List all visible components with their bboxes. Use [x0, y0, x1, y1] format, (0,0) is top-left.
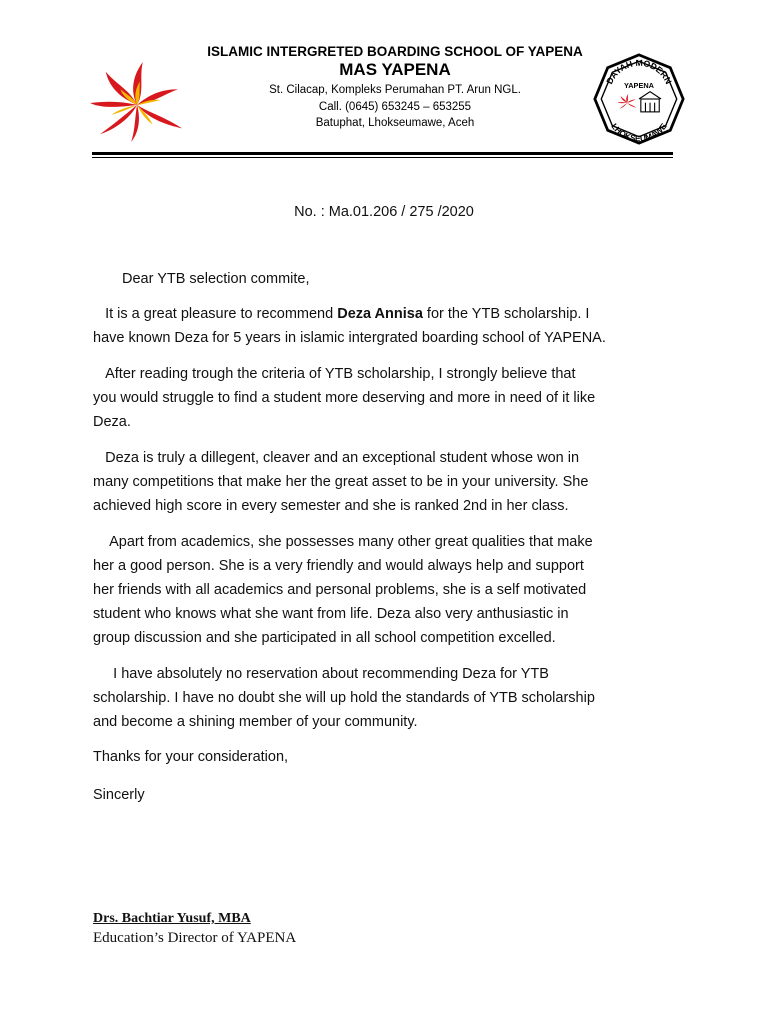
paragraph-1-after: for the YTB scholarship. I — [422, 306, 590, 322]
letterhead-rule-thick — [92, 152, 673, 155]
paragraph-2 — [93, 362, 683, 434]
paragraph-2-line-3: Deza. — [93, 414, 131, 430]
school-emblem-icon — [593, 53, 685, 145]
address-line-2: Batuphat, Lhokseumawe, Aceh — [315, 117, 475, 129]
signatory-name: Drs. Bachtiar Yusuf, MBA — [93, 911, 251, 926]
address-line-1: St. Cilacap, Kompleks Perumahan PT. Arun NGL. — [269, 84, 521, 96]
paragraph-1-before: It is a great pleasure to recommend — [105, 306, 338, 322]
salutation: Dear YTB selection commite, — [122, 271, 310, 287]
paragraph-1-line-1 — [93, 302, 683, 326]
paragraph-3 — [93, 446, 683, 518]
school-name: ISLAMIC INTERGRETED BOARDING SCHOOL OF YAPENA — [207, 44, 583, 59]
closing-line: Thanks for your consideration, — [93, 749, 289, 765]
signoff: Sincerly — [93, 787, 145, 803]
paragraph-4-line-1 — [93, 530, 683, 554]
paragraph-3-line-1-text: Deza is truly a dillegent, cleaver and an exceptional student whose won in — [105, 450, 580, 466]
paragraph-3-line-1 — [93, 446, 683, 470]
letterhead-rule-thin — [92, 157, 673, 158]
paragraph-4-line-5: group discussion and she participated in all school competition excelled. — [93, 630, 556, 646]
paragraph-2-line-1 — [93, 362, 683, 386]
paragraph-3-line-2: many competitions that make her the great asset to be in your university. She — [93, 474, 589, 490]
paragraph-4-line-2: her a good person. She is a very friendly and would always help and support — [93, 558, 584, 574]
emblem-top-text: DAYAH MODERN — [604, 57, 674, 86]
paragraph-2-line-2: you would struggle to find a student more deserving and more in need of it like — [93, 390, 596, 406]
letterhead — [190, 44, 600, 132]
paragraph-5-line-3: and become a shining member of your community. — [93, 714, 418, 730]
paragraph-3-line-3: achieved high score in every semester and she is ranked 2nd in her class. — [93, 498, 569, 514]
school-short-name: MAS YAPENA — [339, 60, 451, 79]
phone-line: Call. (0645) 653245 – 653255 — [318, 100, 472, 113]
emblem-middle-text: YAPENA — [624, 80, 654, 90]
paragraph-4 — [93, 530, 683, 650]
paragraph-5-line-1 — [93, 662, 683, 686]
paragraph-5 — [93, 662, 683, 734]
paragraph-1 — [93, 302, 683, 350]
paragraph-5-line-1-text: I have absolutely no reservation about recommending Deza for YTB — [113, 666, 549, 682]
emblem-bottom-text: LHOKSEUMAWE — [609, 121, 669, 144]
paragraph-4-line-4: student who knows what she want from life. Deza also very anthusiastic in — [93, 606, 569, 622]
paragraph-5-line-2: scholarship. I have no doubt she will up hold the standards of YTB scholarship — [93, 690, 595, 706]
signatory-title: Education’s Director of YAPENA — [93, 930, 297, 946]
paragraph-1-line-2: have known Deza for 5 years in islamic intergrated boarding school of YAPENA. — [93, 330, 606, 346]
paragraph-2-line-1-text: After reading trough the criteria of YTB scholarship, I strongly believe that — [105, 366, 576, 382]
paragraph-4-line-3: her friends with all academics and personal problems, she is a self motivated — [93, 582, 587, 598]
candidate-name: Deza Annisa — [337, 306, 423, 322]
flame-flower-icon — [88, 60, 186, 144]
reference-number: No. : Ma.01.206 / 275 /2020 — [294, 204, 474, 220]
paragraph-4-line-1-text: Apart from academics, she possesses many other great qualities that make — [109, 534, 593, 550]
